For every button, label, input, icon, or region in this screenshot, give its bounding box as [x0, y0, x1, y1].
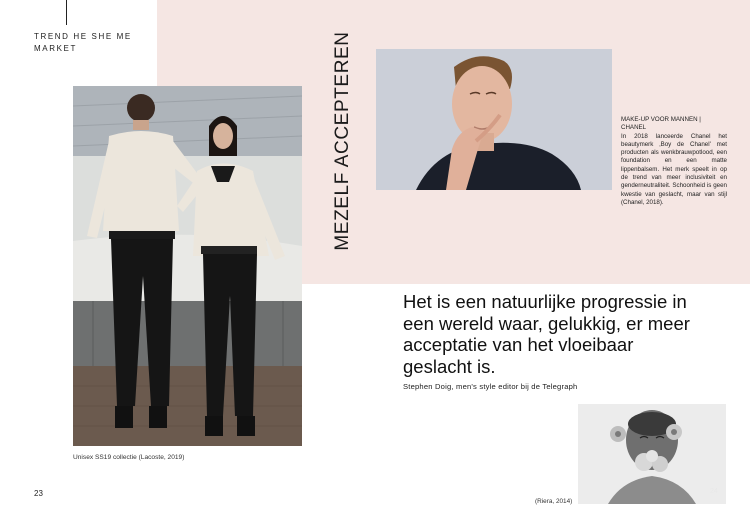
pull-quote: Het is een natuurlijke progressie in een wereld waar, gelukkig, er meer acceptatie van het vloeibaar geslacht is. — [403, 291, 690, 377]
makeup-photo — [376, 49, 612, 190]
flowers-photo — [578, 404, 726, 504]
page-number-left: 23 — [34, 489, 43, 498]
makeup-caption-heading: MAKE-UP VOOR MANNEN | CHANEL — [621, 116, 701, 132]
flowers-illustration — [578, 404, 726, 504]
fashion-caption: Unisex SS19 collectie (Lacoste, 2019) — [73, 454, 185, 461]
vertical-title-container — [330, 30, 356, 252]
section-label: TREND HE SHE ME MARKET — [34, 32, 132, 53]
flowers-caption: (Riera, 2014) — [535, 498, 573, 505]
makeup-caption-body: In 2018 lanceerde Chanel het beautymerk ‚Boy de Chanel' met producten als wenkbrauwpotlood, een foundation en een matte lippenbalsem. Het merk speelt in op de trend van meer inclusiviteit en genderneutraliteit. Schoonheid is geen kwestie van geslacht, maar van stijl (Chanel, 2018). — [621, 132, 727, 206]
makeup-illustration — [376, 49, 612, 190]
makeup-caption — [621, 116, 727, 207]
vertical-title: MEZELF ACCEPTEREN — [332, 31, 353, 251]
header-rule — [66, 0, 67, 25]
quote-attribution: Stephen Doig, men's style editor bij de Telegraph — [403, 382, 578, 391]
page-number-right: 24 — [710, 488, 718, 495]
fashion-photo — [73, 86, 302, 446]
fashion-illustration — [73, 86, 302, 446]
